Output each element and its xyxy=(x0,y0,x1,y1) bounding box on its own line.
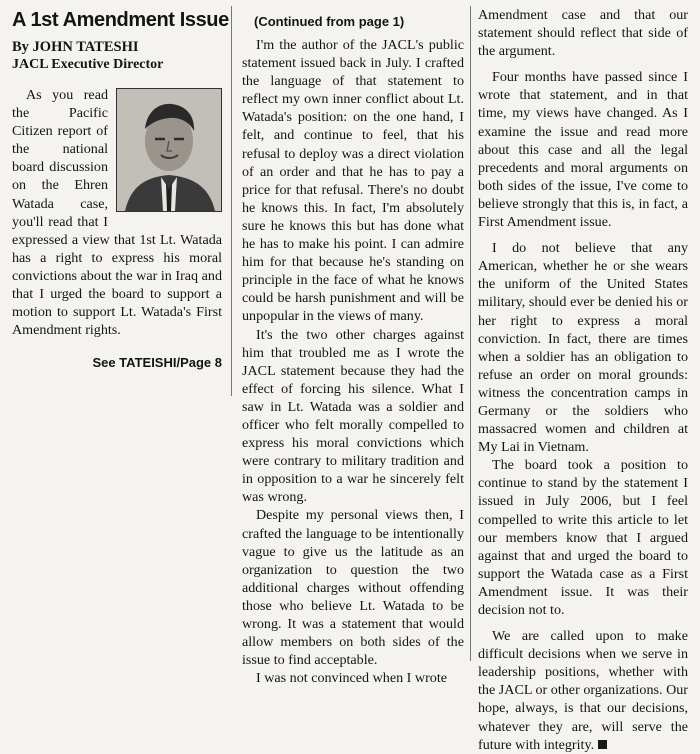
column-rule xyxy=(231,6,232,396)
column-3 xyxy=(478,0,688,754)
paragraph: Amendment case and that our statement should reflect that side of the argument. xyxy=(478,7,688,60)
column-1 xyxy=(12,0,229,371)
paragraph xyxy=(478,627,688,754)
portrait-icon xyxy=(117,89,221,211)
paragraph: I'm the author of the JACL's public statement issued back in July. I crafted the language of that statement to reflect my own inner conflict about Lt. Watada's position: on the one hand, I felt, and continue to feel, that his refusal to deploy was a direct violation of an order and that he has to pay a price for that refusal. There's no doubt he knows this. In fact, I'm absolutely sure he knows this but has done what he has to make his point. I can admire him for that because he's standing on principle in the face of what he knows could be harsh punishment and will be unpopular in the views of many. xyxy=(242,37,464,325)
paragraph: Despite my personal views then, I crafted the language to be intentionally vague to give us the latitude as an organization to question the two additional charges without offending those who believe Lt. Watada to be wrong. It was a statement that would allow members on both sides of the issue to find acceptable. xyxy=(242,507,464,669)
column-rule xyxy=(470,6,471,661)
byline-title: JACL Executive Director xyxy=(12,57,164,72)
paragraph: It's the two other charges against him that troubled me as I wrote the JACL statement because they had the effect of forcing his silence. What I saw in Lt. Watada was a soldier and officer who felt morally compelled to express his moral convictions which were contrary to military tradition and in opposition to a war he sincerely felt was wrong. xyxy=(242,326,464,506)
byline: By JOHN TATESHI xyxy=(12,39,139,55)
paragraph: Four months have passed since I wrote that statement, and in that time, my views have changed. As I examine the issue and read more about this case and all the legal precedents and moral arguments on both sides of the issue, I've come to believe strongly that this is, in fact, a First Amendment issue. xyxy=(478,69,688,231)
paragraph: I do not believe that any American, whether he or she wears the uniform of the United States military, should ever be denied his or her right to express a moral conviction. In fact, there are times when a soldier has an obligation to refuse an order on moral grounds: witness the concentration camps in Germany or the soldiers who massacred women and children at My Lai in Vietnam. xyxy=(478,240,688,456)
final-paragraph-text: We are called upon to make difficult decisions when we serve in leadership positions, whether with the JACL or other organizations. Our hope, always, is that our decisions, whatever they are, will serve the future with integrity. xyxy=(478,628,688,753)
headline: A 1st Amendment Issue xyxy=(12,9,229,31)
paragraph: As you read the Pacific Citizen report of the national board discussion on the Ehren Watada case, you'll read that I expressed a view that 1st Lt. Watada has a right to express his moral convictions about the war in Iraq and that I urged the board to support a motion to support Lt. Watada's First Amendment rights. xyxy=(12,87,222,339)
paragraph: I was not convinced when I wrote xyxy=(256,670,447,687)
paragraph: The board took a position to continue to stand by the statement I issued in July 2006, but I feel compelled to write this article to let our members know that I argued against that and urged the board to support the Watada case as a First Amendment issue. It was their decision not to. xyxy=(478,457,688,618)
jump-line: See TATEISHI/Page 8 xyxy=(92,355,222,371)
column-2 xyxy=(242,0,464,687)
continued-label: (Continued from page 1) xyxy=(254,14,405,29)
portrait-photo xyxy=(116,88,222,212)
end-mark-icon xyxy=(598,740,607,749)
